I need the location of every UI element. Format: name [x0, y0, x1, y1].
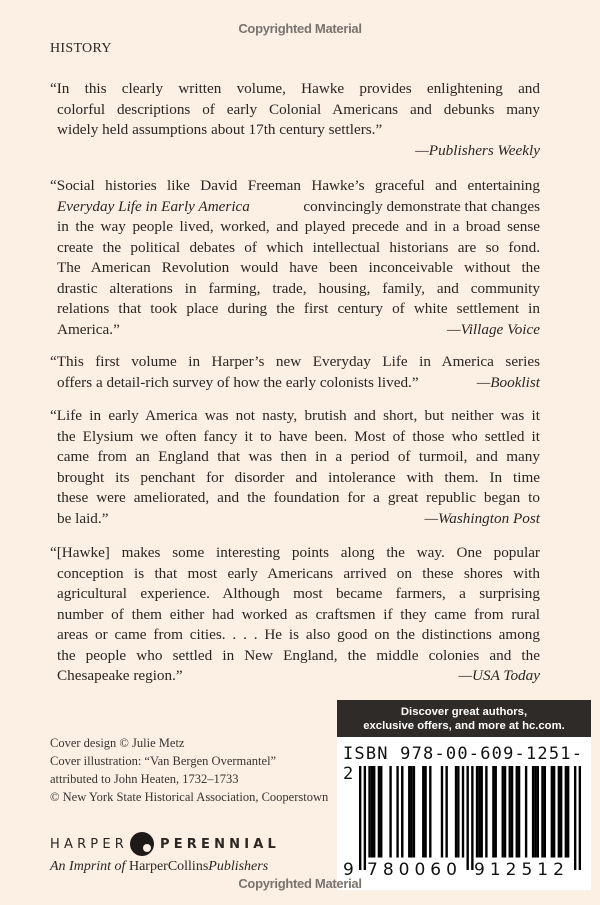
barcode-bar [401, 766, 403, 858]
quote-line: in the way people lived, worked, and played precede and in a broad sense [57, 218, 540, 235]
logo-harper: HARPER [50, 836, 128, 852]
barcode-bar [504, 766, 506, 858]
review-source: —Booklist [476, 373, 540, 391]
barcode-bar [413, 766, 415, 858]
barcode-bar [544, 766, 546, 858]
category-label: HISTORY [50, 41, 112, 56]
barcode-panel [337, 700, 591, 890]
barcode-bar [511, 766, 513, 858]
barcode-bar [364, 766, 366, 870]
quote-line: relations that took place during the first century of white settlement in [57, 300, 540, 317]
barcode-bar [441, 766, 443, 858]
quote-line: drastic alterations in farming, trade, housing, family, and community [57, 279, 540, 297]
quote-line: convincingly demonstrate that changes [303, 197, 540, 215]
barcode-bar [424, 766, 426, 858]
book-title: Everyday Life in Early America [57, 197, 250, 215]
barcode-bar [429, 766, 431, 858]
quote-line: Chesapeake region.” [57, 667, 183, 684]
quote-line: The American Revolution would have been inconceivable without the [57, 259, 540, 276]
logo-circle-icon [130, 832, 154, 856]
barcode-bar [532, 766, 534, 858]
quote-line: conception is that most early Americans arrived on these shores with [57, 564, 540, 582]
imprint-prefix: An Imprint of [50, 859, 126, 874]
barcode [359, 766, 581, 870]
barcode-bar [534, 766, 536, 858]
barcode-bar [408, 766, 410, 858]
cover-credits [50, 734, 328, 806]
barcode-bar [471, 766, 473, 870]
quote-line: agricultural experience. Although most became farmers, a surprising [57, 585, 540, 602]
barcode-bar [396, 766, 398, 858]
barcode-bar [476, 766, 478, 858]
barcode-bar [466, 766, 468, 870]
barcode-bar [445, 766, 447, 858]
review-booklist [50, 352, 540, 393]
barcode-bar [516, 766, 518, 858]
quote-line: areas or came from cities. . . . He is also good on the distinctions among [57, 626, 540, 643]
barcode-bar [378, 766, 380, 858]
quote-line: “Life in early America was not nasty, brutish and short, but neither was it [50, 407, 540, 424]
credit-line: Cover illustration: “Van Bergen Overmantel” [50, 754, 277, 768]
watermark-top: Copyrighted Material [238, 21, 362, 36]
barcode-bar [579, 766, 581, 870]
quote-line: widely held assumptions about 17th century settlers.” [57, 121, 383, 138]
barcode-bar [368, 766, 370, 858]
imprint-line [50, 859, 268, 875]
review-source: —Village Voice [447, 320, 540, 338]
quote-line: colorful descriptions of early Colonial Americans and debunks many [57, 100, 540, 118]
barcode-bar [551, 766, 553, 858]
imprint-suffix: Publishers [208, 859, 269, 874]
barcode-first-digit: 9 [343, 860, 359, 880]
barcode-bar [509, 766, 511, 858]
barcode-bar [525, 766, 527, 858]
quote-line: offers a detail-rich survey of how the early colonists lived.” [57, 373, 419, 391]
barcode-bar [502, 766, 504, 858]
barcode-bar [537, 766, 539, 858]
quote-line: the Elysium we often fancy it to have been. Most of those who settled it [57, 427, 540, 445]
review-village-voice [50, 176, 540, 340]
promo-banner [337, 700, 591, 737]
barcode-bar [495, 766, 497, 858]
barcode-bar [485, 766, 487, 858]
credit-line: attributed to John Heaten, 1732–1733 [50, 772, 239, 786]
barcode-bar [371, 766, 373, 858]
quote-line: be laid.” [57, 509, 109, 527]
barcode-bar [457, 766, 459, 858]
barcode-bar [558, 766, 560, 858]
barcode-bar [380, 766, 382, 858]
quote-line: America.” [57, 320, 120, 338]
barcode-bar [455, 766, 457, 858]
barcode-bar [410, 766, 412, 858]
isbn-text: ISBN 978-00-609-1251-2 [343, 744, 584, 784]
quote-line: “[Hawke] makes some interesting points along the way. One popular [50, 544, 540, 561]
review-usa-today [50, 543, 540, 687]
barcode-bar [359, 766, 361, 870]
review-source: —Washington Post [424, 509, 540, 527]
barcode-bar [541, 766, 543, 858]
credit-line: © New York State Historical Association, Cooperstown [50, 790, 329, 804]
barcode-left-digits: 780060 [367, 860, 462, 880]
quote-line: “In this clearly written volume, Hawke provides enlightening and [50, 80, 540, 97]
review-washington-post [50, 406, 540, 529]
publisher-logo [50, 832, 280, 856]
barcode-bar [481, 766, 483, 858]
quote-line: these were ameliorated, and the foundation for a great republic began to [57, 489, 540, 506]
barcode-bar [560, 766, 562, 858]
barcode-bar [389, 766, 391, 858]
promo-line: exclusive offers, and more at hc.com. [363, 720, 565, 732]
quote-line: “This first volume in Harper’s new Everyday Life in America series [50, 353, 540, 370]
review-publishers-weekly [50, 79, 540, 161]
barcode-bar [553, 766, 555, 858]
quote-line: number of them either had worked as craftsmen if they came from rural [57, 605, 540, 623]
barcode-bar [462, 766, 464, 858]
watermark-bottom: Copyrighted Material [238, 876, 362, 891]
barcode-bar [518, 766, 520, 858]
quote-line: the people who settled in New England, the middle colonies and the [57, 646, 540, 664]
promo-line: Discover great authors, [400, 706, 528, 718]
review-source: —USA Today [458, 667, 540, 684]
barcode-bar [422, 766, 424, 858]
quote-line: came from an England that was then in a period of turmoil, and many [57, 448, 540, 465]
credit-line: Cover design © Julie Metz [50, 736, 185, 750]
barcode-bar [478, 766, 480, 858]
logo-perennial: PERENNIAL [160, 836, 281, 852]
barcode-bar [373, 766, 375, 858]
barcode-bar [567, 766, 569, 858]
quote-line: brought its penchant for disorder and intolerance with them. In time [57, 468, 540, 486]
quote-line: “Social histories like David Freeman Hawke’s graceful and entertaining [50, 177, 540, 194]
barcode-bar [565, 766, 567, 858]
barcode-right-digits: 912512 [474, 860, 569, 880]
barcode-bar [492, 766, 494, 858]
barcode-bar [574, 766, 576, 870]
imprint-name: HarperCollins [128, 859, 209, 874]
review-source: —Publishers Weekly [415, 141, 540, 159]
quote-line: create the political debates of which intellectual historians are so fond. [57, 238, 540, 256]
